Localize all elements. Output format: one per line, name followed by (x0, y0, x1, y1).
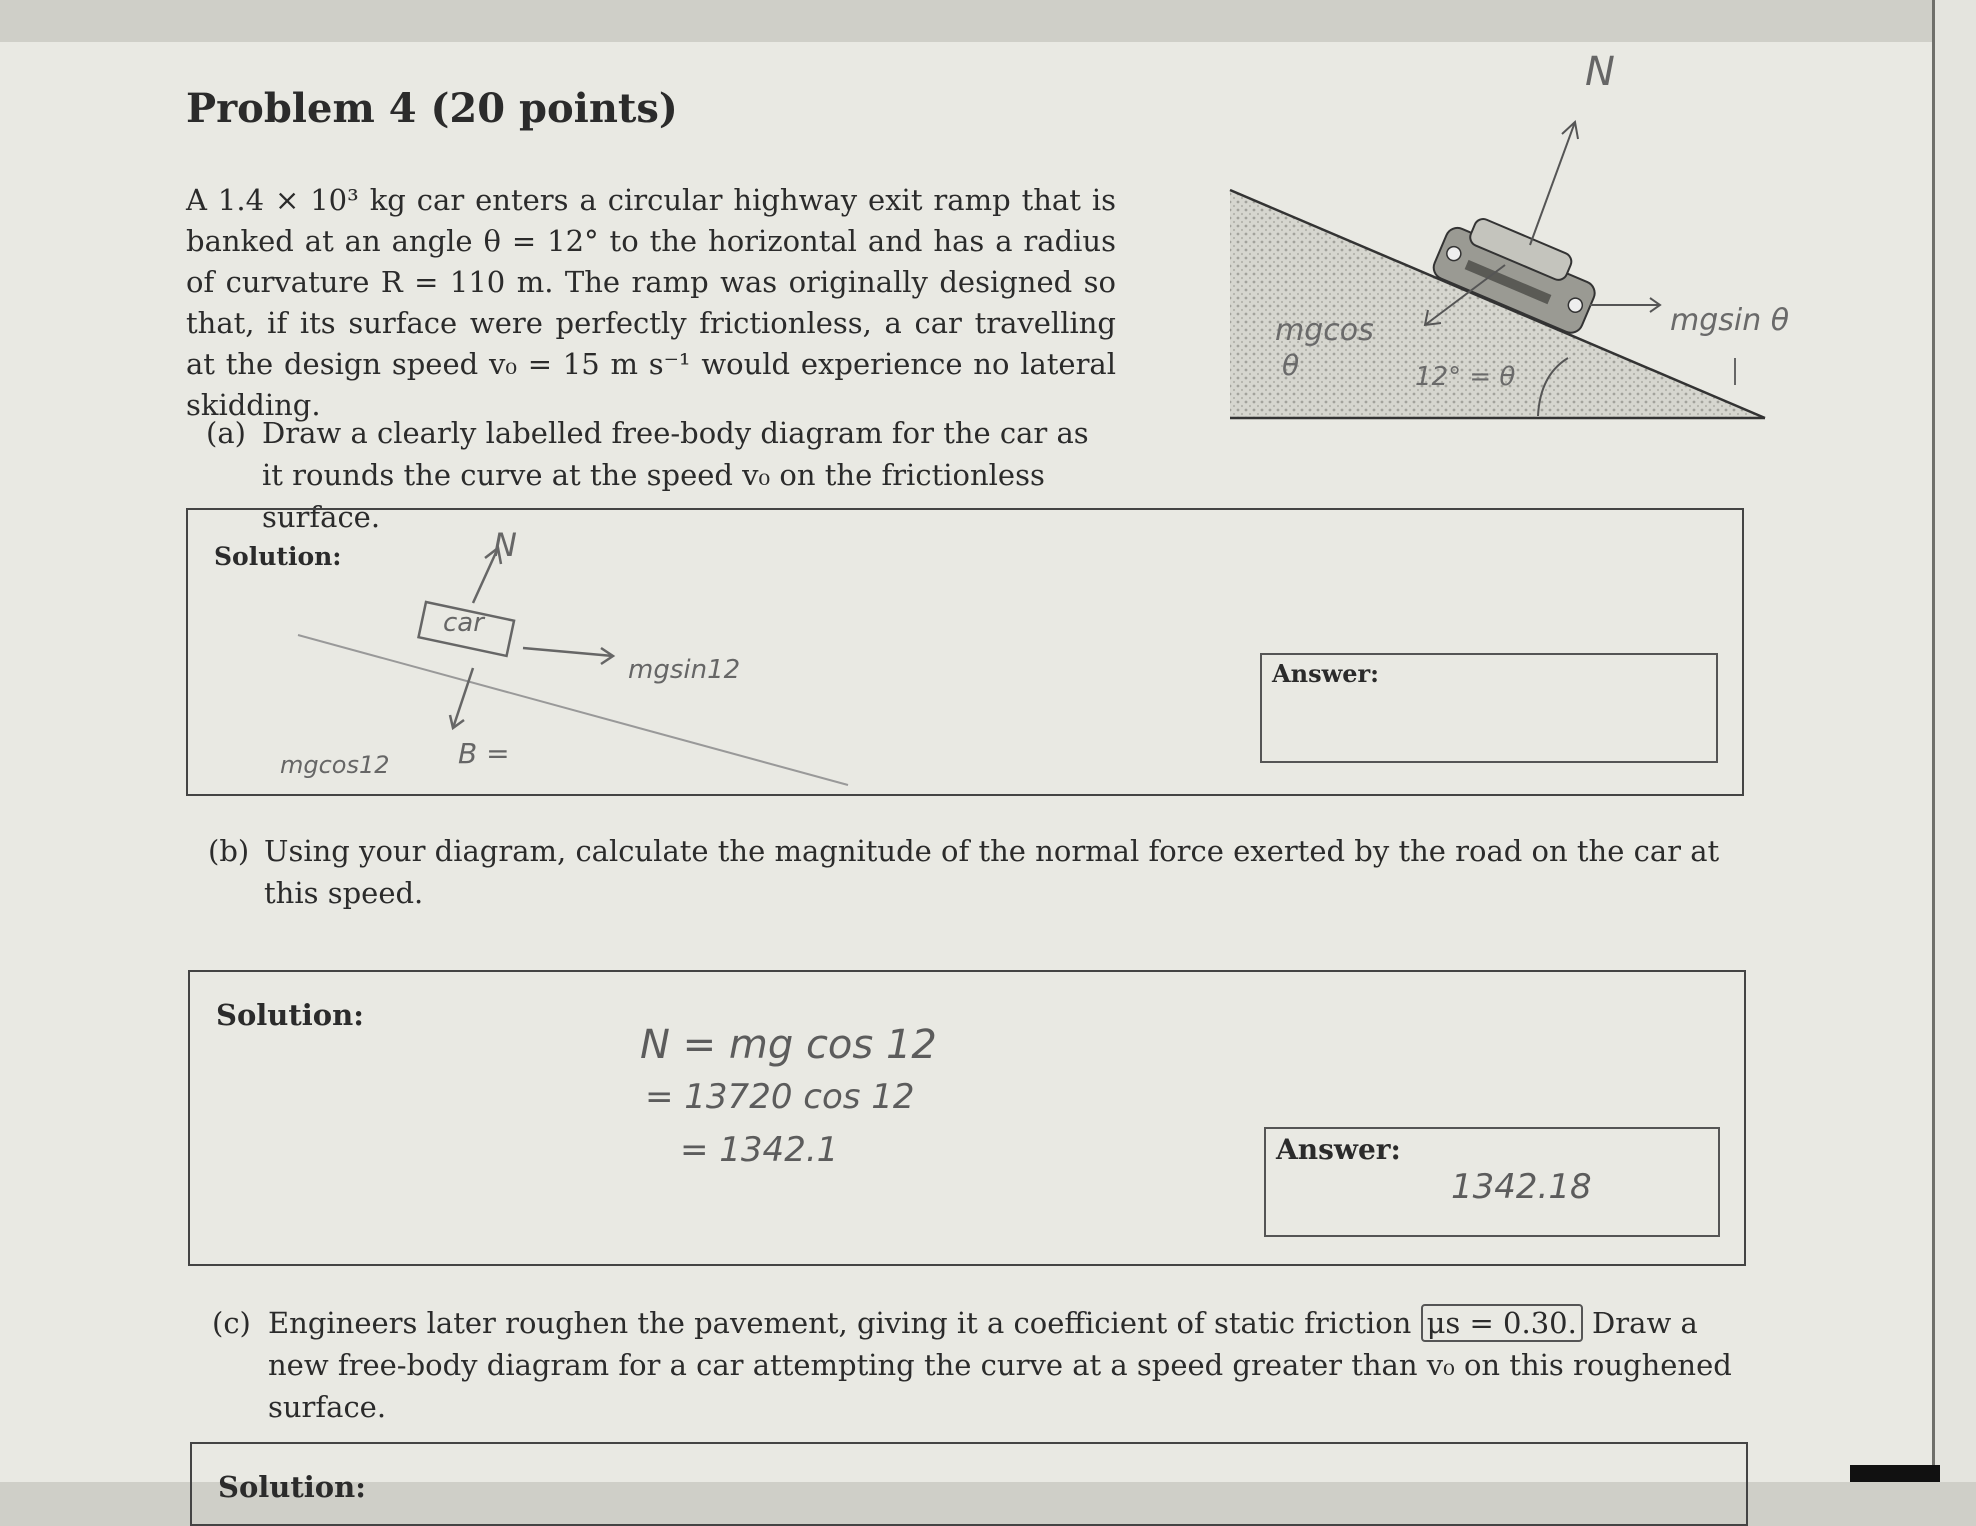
normal-arrow-line (1530, 122, 1575, 245)
part-a-solution-box (186, 508, 1744, 796)
part-c-question (212, 1302, 1752, 1428)
part-c-solution-label: Solution: (218, 1470, 366, 1504)
handwriting-mgcos12: mgcos12 (280, 751, 390, 779)
part-c-label: (c) (212, 1306, 251, 1340)
part-b-answer-box[interactable] (1264, 1127, 1720, 1237)
handwriting-mgsin12: mgsin12 (628, 655, 741, 685)
background-strip (1935, 0, 1976, 1482)
handwriting-angle: 12° = θ (1415, 362, 1516, 392)
part-a-answer-label: Answer: (1272, 659, 1380, 688)
handwriting-car: car (443, 608, 484, 638)
part-b-label: (b) (208, 834, 250, 868)
handwriting-line-2: = 13720 cos 12 (645, 1077, 915, 1117)
part-b-solution-label: Solution: (216, 998, 364, 1032)
handwriting-b: B = (458, 737, 510, 770)
handwriting-mgsin: mgsin θ (1670, 303, 1790, 338)
part-a-label: (a) (206, 416, 246, 450)
part-b-answer-label: Answer: (1276, 1133, 1401, 1166)
mu-value-box: μs = 0.30. (1421, 1304, 1583, 1342)
part-b-text: Using your diagram, calculate the magnitude of the normal force exerted by the road on the car at this speed. (264, 834, 1720, 910)
handwriting-normal-a: N (493, 528, 517, 564)
problem-intro: A 1.4 × 10³ kg car enters a circular highway exit ramp that is banked at an angle θ = 12° to the horizontal and has a radius of curvature R = 110 m. The ramp was originally designed so that, if its surface were perfectly frictionless, a car travelling at the design speed v₀ = 15 m s⁻¹ would experience no lateral skidding. (186, 183, 1116, 422)
part-c-text-after: Draw a new free-body diagram for a car attempting the curve at a speed greater than v₀ on this roughened surface. (268, 1306, 1732, 1424)
part-b-question (208, 830, 1748, 914)
handwriting-mgcos: mgcos (1275, 313, 1374, 348)
handwriting-answer-b: 1342.18 (1451, 1167, 1592, 1207)
part-c-text (268, 1302, 1752, 1428)
part-a-text: Draw a clearly labelled free-body diagram for the car as it rounds the curve at the speed v₀ on the frictionless surface. (262, 416, 1089, 534)
handwriting-line-3: = 1342.1 (680, 1130, 839, 1170)
sketch-mgcos-line (453, 668, 473, 728)
handwriting-line-1: N = mg cos 12 (640, 1022, 937, 1068)
part-a-sketch (268, 528, 1088, 790)
part-c-text-before: Engineers later roughen the pavement, giving it a coefficient of static friction (268, 1306, 1412, 1340)
part-a-answer-box[interactable] (1260, 653, 1718, 763)
problem-title: Problem 4 (20 points) (186, 85, 678, 132)
dark-corner (1850, 1465, 1940, 1482)
part-a-solution-label: Solution: (214, 542, 342, 571)
handwriting-theta-left: θ (1282, 349, 1300, 382)
sketch-mgsin-line (523, 648, 613, 656)
ramp-figure (1220, 40, 1880, 440)
handwriting-normal: N (1585, 49, 1615, 95)
part-c-solution-box (190, 1442, 1748, 1526)
part-b-solution-box (188, 970, 1746, 1266)
